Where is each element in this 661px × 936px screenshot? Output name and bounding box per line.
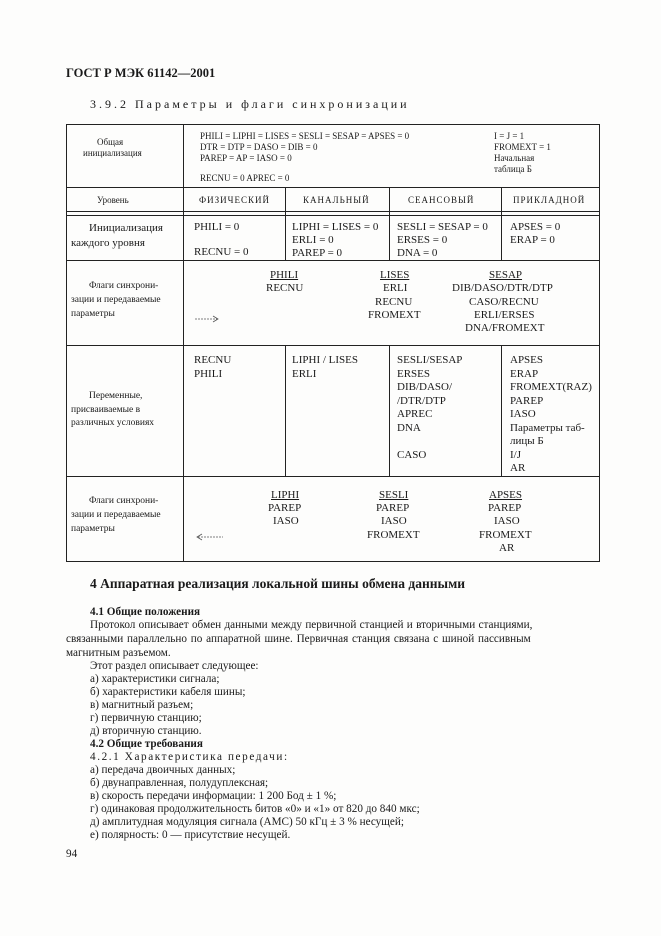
row3-label-1: Переменные,: [89, 391, 143, 401]
init-right-1: I = J = 1: [494, 131, 525, 141]
col-link: КАНАЛЬНЫЙ: [303, 195, 370, 205]
s421-item-b: б) двунаправленная, полудуплексная;: [90, 777, 269, 789]
s41-item-a: а) характеристики сигнала;: [90, 673, 220, 685]
row2-link-1: LISES: [380, 269, 410, 281]
s421-heading: 4.2.1 Характеристика передачи:: [90, 751, 289, 763]
row1-sess-2: ERSES = 0: [397, 234, 448, 246]
row1-phys-1: PHILI = 0: [194, 221, 240, 233]
init-param-1: PHILI = LIPHI = LISES = SESLI = SESAP = APSES = 0: [200, 131, 410, 141]
row3-app-4: PAREP: [510, 395, 544, 407]
row2-sess-4: ERLI/ERSES: [474, 309, 535, 321]
row4-sess-4: FROMEXT: [367, 529, 420, 541]
row4-app-4: FROMEXT: [479, 529, 532, 541]
s421-item-a: а) передача двоичных данных;: [90, 764, 236, 776]
section-title: 3.9.2 Параметры и флаги синхронизации: [90, 97, 410, 111]
row3-app-1: APSES: [510, 354, 544, 366]
row3-label-3: различных условиях: [71, 418, 155, 428]
row4-label-3: параметры: [71, 524, 115, 534]
page-number: 94: [66, 848, 78, 860]
row4-app-2: PAREP: [488, 502, 522, 514]
row2-sess-1: SESAP: [489, 269, 523, 281]
init-right-4: таблица Б: [494, 164, 532, 174]
row4-app-5: AR: [499, 542, 515, 554]
row2-label-1: Флаги синхрони-: [89, 281, 159, 291]
s42-heading: 4.2 Общие требования: [90, 738, 203, 750]
row4-link-1: LIPHI: [271, 489, 300, 501]
row3-phys-2: PHILI: [194, 368, 223, 380]
init-param-3: PAREP = AP = IASO = 0: [200, 153, 292, 163]
s41-para-1: Протокол описывает обмен данными между первичной станцией и вторичными станциями,: [90, 619, 533, 631]
row1-app-1: APSES = 0: [510, 221, 561, 233]
row4-label-2: зации и передаваемые: [71, 510, 161, 520]
row4-sess-1: SESLI: [379, 489, 409, 501]
s41-intro: Этот раздел описывает следующее:: [90, 660, 259, 672]
row2-phys-1: PHILI: [270, 269, 299, 281]
row3-sess-1: SESLI/SESAP: [397, 354, 463, 366]
row3-app-5: IASO: [510, 408, 536, 420]
s41-item-c: в) магнитный разъем;: [90, 699, 194, 711]
s421-item-e: д) амплитудная модуляция сигнала (АМС) 50 кГц ± 3 % несущей;: [90, 816, 404, 828]
s41-para-2: связанными параллельно по аппаратной шине. Первичная станция связана с шиной пассивным: [66, 633, 531, 645]
row3-sess-5: APREC: [397, 408, 433, 420]
init-param-2: DTR = DTP = DASO = DIB = 0: [200, 142, 318, 152]
row3-app-3: FROMEXT(RAZ): [510, 381, 592, 393]
row3-phys-1: RECNU: [194, 354, 232, 366]
col-session: СЕАНСОВЫЙ: [408, 195, 475, 205]
row3-app-8: I/J: [510, 449, 521, 461]
col-physical: ФИЗИЧЕСКИЙ: [199, 195, 270, 205]
document-header: ГОСТ Р МЭК 61142—2001: [66, 66, 216, 80]
row1-label-2: каждого уровня: [71, 237, 145, 249]
s421-item-d: г) одинаковая продолжительность битов «0» и «1» от 820 до 840 мкс;: [90, 803, 420, 815]
row4-app-1: APSES: [489, 489, 523, 501]
row3-link-2: ERLI: [292, 368, 317, 380]
row3-sess-2: ERSES: [397, 368, 431, 380]
s41-item-e: д) вторичную станцию.: [90, 725, 202, 737]
row3-label-2: присваиваемые в: [71, 405, 141, 415]
init-label-1: Общая: [97, 137, 124, 147]
row3-sess-6: DNA: [397, 422, 421, 434]
init-label-2: инициализация: [83, 148, 142, 158]
row2-sess-3: CASO/RECNU: [469, 296, 539, 308]
s41-para-3: магнитным разъемом.: [66, 647, 171, 659]
row3-link-1: LIPHI / LISES: [292, 354, 358, 366]
row2-label-2: зации и передаваемые: [71, 295, 161, 305]
row2-label-3: параметры: [71, 309, 115, 319]
row1-label-1: Инициализация: [89, 222, 163, 234]
row4-sess-3: IASO: [381, 515, 407, 527]
level-label: Уровень: [97, 195, 129, 205]
row4-link-2: PAREP: [268, 502, 302, 514]
row4-label-1: Флаги синхрони-: [89, 496, 159, 506]
s41-item-b: б) характеристики кабеля шины;: [90, 686, 246, 698]
row1-phys-2: RECNU = 0: [194, 246, 249, 258]
init-param-4: RECNU = 0 APREC = 0: [200, 173, 290, 183]
row3-app-6: Параметры таб-: [510, 422, 585, 434]
row2-link-4: FROMEXT: [368, 309, 421, 321]
sync-table: [66, 124, 600, 562]
left-arrow-icon: [195, 533, 225, 541]
col-application: ПРИКЛАДНОЙ: [513, 195, 586, 205]
row4-app-3: IASO: [494, 515, 520, 527]
row3-app-2: ERAP: [510, 368, 539, 380]
row3-app-9: AR: [510, 462, 526, 474]
row3-app-7: лицы Б: [510, 435, 544, 447]
row2-link-2: ERLI: [383, 282, 408, 294]
row4-link-3: IASO: [273, 515, 299, 527]
row2-link-3: RECNU: [375, 296, 413, 308]
s41-item-d: г) первичную станцию;: [90, 712, 202, 724]
row1-link-3: PAREP = 0: [292, 247, 343, 259]
init-right-3: Начальная: [494, 153, 535, 163]
row1-link-1: LIPHI = LISES = 0: [292, 221, 379, 233]
row2-sess-5: DNA/FROMEXT: [465, 322, 545, 334]
s421-item-f: е) полярность: 0 — присутствие несущей.: [90, 829, 291, 841]
section4-heading: 4 Аппаратная реализация локальной шины обмена данными: [90, 576, 466, 591]
row3-sess-3: DIB/DASO/: [397, 381, 453, 393]
row3-sess-4: /DTR/DTP: [397, 395, 446, 407]
row3-sess-7: CASO: [397, 449, 427, 461]
row1-sess-3: DNA = 0: [397, 247, 438, 259]
row4-sess-2: PAREP: [376, 502, 410, 514]
init-right-2: FROMEXT = 1: [494, 142, 551, 152]
s41-heading: 4.1 Общие положения: [90, 606, 201, 618]
row1-sess-1: SESLI = SESAP = 0: [397, 221, 488, 233]
row1-app-2: ERAP = 0: [510, 234, 555, 246]
row2-sess-2: DIB/DASO/DTR/DTP: [452, 282, 553, 294]
s421-item-c: в) скорость передачи информации: 1 200 Бод ± 1 %;: [90, 790, 337, 802]
row1-link-2: ERLI = 0: [292, 234, 334, 246]
row2-phys-2: RECNU: [266, 282, 304, 294]
right-arrow-icon: [195, 315, 221, 323]
